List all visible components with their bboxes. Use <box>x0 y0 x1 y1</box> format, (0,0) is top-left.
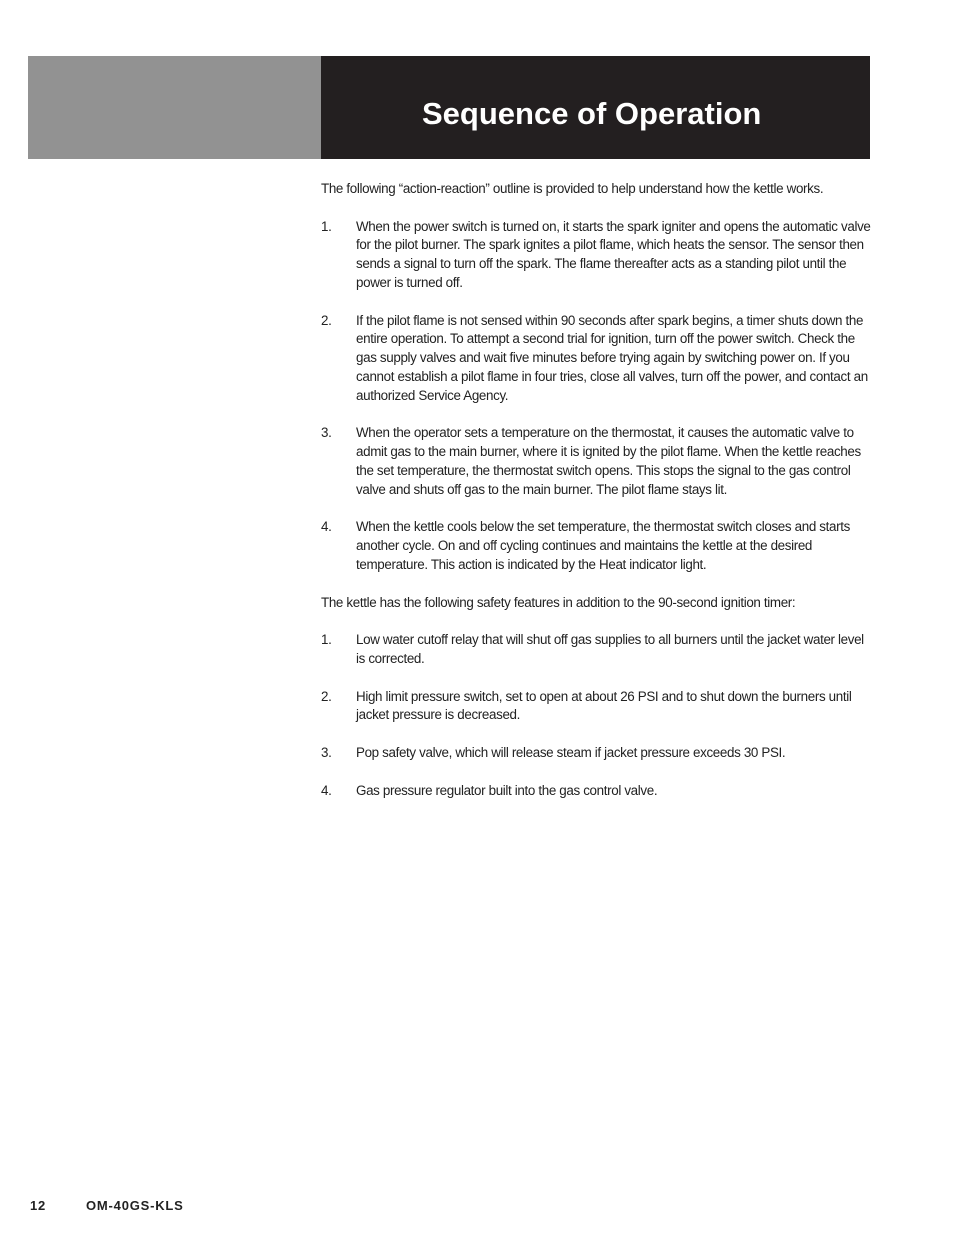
list-item-text: Gas pressure regulator built into the gas control valve. <box>356 782 658 798</box>
list-item-text: When the operator sets a temperature on the thermostat, it causes the automatic valve to admit gas to the main burner, where it is ignited by the pilot flame. When the kettle reaches the set temperature, the thermostat switch opens. This stops the signal to the gas control valve and shuts off gas to the main burner. The pilot flame stays lit. <box>356 425 861 497</box>
document-code: OM-40GS-KLS <box>86 1198 184 1213</box>
list-item-text: Low water cutoff relay that will shut off gas supplies to all burners until the jacket water level is corrected. <box>356 632 864 666</box>
page-footer <box>30 1197 184 1215</box>
page-content <box>321 180 871 819</box>
list-item-number: 4. <box>321 782 332 798</box>
list-item <box>321 744 871 763</box>
list-item <box>321 424 871 499</box>
list-item-number: 1. <box>321 632 332 648</box>
list-item-text: If the pilot flame is not sensed within 90 seconds after spark begins, a timer shuts down the entire operation. To attempt a second trial for ignition, turn off the power switch. Check the gas supply valves and wait five minutes before trying again by switching power on. If you cannot establish a pilot flame in four tries, close all valves, turn off the power, and contact an authorized Service Agency. <box>356 312 868 403</box>
list-item-number: 2. <box>321 312 332 328</box>
list-item-number: 3. <box>321 744 332 760</box>
list-item-number: 4. <box>321 519 332 535</box>
list-item <box>321 218 871 293</box>
page-number: 12 <box>30 1198 47 1213</box>
header-grey-block <box>28 56 321 159</box>
page-title: Sequence of Operation <box>422 96 762 131</box>
list-item <box>321 688 871 726</box>
list-item-text: Pop safety valve, which will release steam if jacket pressure exceeds 30 PSI. <box>356 744 786 760</box>
list-item <box>321 631 871 669</box>
safety-features-list <box>321 631 871 800</box>
intro-paragraph: The following “action-reaction” outline is provided to help understand how the kettle works. <box>321 181 824 196</box>
list-item <box>321 518 871 574</box>
list-item-number: 1. <box>321 218 332 234</box>
safety-intro-paragraph: The kettle has the following safety features in addition to the 90-second ignition timer: <box>321 594 796 610</box>
list-item-number: 2. <box>321 688 332 704</box>
list-item <box>321 782 871 801</box>
list-item-number: 3. <box>321 425 332 441</box>
list-item-text: When the kettle cools below the set temperature, the thermostat switch closes and starts another cycle. On and off cycling continues and maintains the kettle at the desired temperature. This action is indicated by the Heat indicator light. <box>356 519 850 572</box>
list-item-text: When the power switch is turned on, it starts the spark igniter and opens the automatic valve for the pilot burner. The spark ignites a pilot flame, which heats the sensor. The sensor then sends a signal to turn off the spark. The flame thereafter acts as a standing pilot until the power is turned off. <box>356 218 871 290</box>
list-item <box>321 312 871 406</box>
operation-steps-list <box>321 218 871 575</box>
list-item-text: High limit pressure switch, set to open at about 26 PSI and to shut down the burners until jacket pressure is decreased. <box>356 688 852 723</box>
